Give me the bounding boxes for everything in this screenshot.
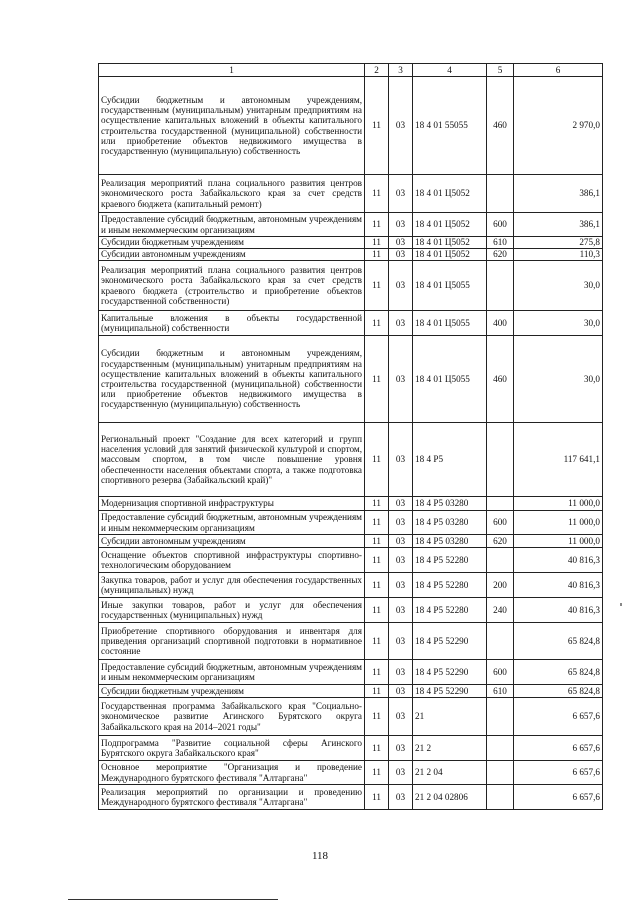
- cell-description: Субсидии бюджетным учреждениям: [99, 685, 365, 698]
- cell-description: Субсидии автономным учреждениям: [99, 535, 365, 548]
- cell-amount: 40 816,3: [514, 598, 603, 623]
- cell-subsection: 03: [389, 623, 413, 660]
- cell-description: Региональный проект "Создание для всех категорий и групп населения условий для занятий физической культурой и спортом, массовым спортом, в том числе повышение уровня обеспеченности населения объектами спорта, а также подготовка спортивного резерва (Забайкальский край)": [99, 423, 365, 497]
- cell-amount: 11 000,0: [514, 535, 603, 548]
- budget-table-body: [99, 64, 603, 810]
- cell-amount: 30,0: [514, 336, 603, 423]
- cell-target-code: 18 4 01 55055: [413, 77, 487, 175]
- cell-subsection: 03: [389, 685, 413, 698]
- cell-target-code: 18 4 P5 52280: [413, 598, 487, 623]
- cell-amount: 6 657,6: [514, 785, 603, 810]
- cell-section: 11: [365, 573, 389, 598]
- cell-section: 11: [365, 761, 389, 785]
- table-row: [99, 698, 603, 736]
- table-row: [99, 249, 603, 261]
- cell-target-code: 18 4 P5: [413, 423, 487, 497]
- cell-subsection: 03: [389, 311, 413, 336]
- cell-subsection: 03: [389, 249, 413, 261]
- cell-description: Закупка товаров, работ и услуг для обеспечения государственных (муниципальных) нужд: [99, 573, 365, 598]
- cell-amount: 117 641,1: [514, 423, 603, 497]
- budget-table: [98, 63, 603, 810]
- cell-target-code: 18 4 01 Ц5052: [413, 175, 487, 213]
- table-row: [99, 761, 603, 785]
- cell-expense-type: 200: [487, 573, 514, 598]
- cell-subsection: 03: [389, 736, 413, 761]
- table-row: [99, 311, 603, 336]
- cell-amount: 65 824,8: [514, 685, 603, 698]
- cell-description: Субсидии автономным учреждениям: [99, 249, 365, 261]
- cell-section: 11: [365, 623, 389, 660]
- cell-expense-type: 460: [487, 77, 514, 175]
- cell-description: Подпрограмма "Развитие социальной сферы Агинского Бурятского округа Забайкальского края": [99, 736, 365, 761]
- cell-amount: 11 000,0: [514, 497, 603, 511]
- cell-subsection: 03: [389, 497, 413, 511]
- scan-speck: [620, 603, 622, 606]
- cell-target-code: 18 4 01 Ц5052: [413, 237, 487, 249]
- table-row: [99, 497, 603, 511]
- cell-target-code: 21 2 04 02806: [413, 785, 487, 810]
- cell-section: 11: [365, 535, 389, 548]
- cell-section: 11: [365, 237, 389, 249]
- cell-expense-type: 460: [487, 336, 514, 423]
- cell-amount: 6 657,6: [514, 698, 603, 736]
- cell-amount: 30,0: [514, 311, 603, 336]
- cell-description: Реализация мероприятий плана социального развития центров экономического роста Забайкальского края за счет средств краевого бюджета (строительство и приобретение объектов государственной собственности): [99, 261, 365, 311]
- cell-subsection: 03: [389, 77, 413, 175]
- cell-section: 11: [365, 598, 389, 623]
- cell-target-code: 18 4 P5 52280: [413, 548, 487, 573]
- cell-target-code: 21 2: [413, 736, 487, 761]
- cell-amount: 6 657,6: [514, 736, 603, 761]
- cell-section: 11: [365, 736, 389, 761]
- cell-section: 11: [365, 785, 389, 810]
- cell-target-code: 18 4 01 Ц5052: [413, 249, 487, 261]
- table-row: [99, 660, 603, 685]
- cell-expense-type: 600: [487, 511, 514, 535]
- cell-target-code: 18 4 01 Ц5055: [413, 311, 487, 336]
- cell-amount: 40 816,3: [514, 548, 603, 573]
- table-row: [99, 237, 603, 249]
- cell-amount: 275,8: [514, 237, 603, 249]
- cell-section: 11: [365, 423, 389, 497]
- table-row: [99, 336, 603, 423]
- cell-target-code: 18 4 P5 52290: [413, 660, 487, 685]
- cell-amount: 6 657,6: [514, 761, 603, 785]
- cell-subsection: 03: [389, 511, 413, 535]
- cell-subsection: 03: [389, 237, 413, 249]
- table-row: [99, 535, 603, 548]
- cell-amount: 40 816,3: [514, 573, 603, 598]
- header-col-4: 4: [413, 64, 487, 77]
- cell-section: 11: [365, 548, 389, 573]
- cell-expense-type: [487, 548, 514, 573]
- table-row: [99, 213, 603, 237]
- cell-subsection: 03: [389, 573, 413, 598]
- cell-section: 11: [365, 175, 389, 213]
- cell-target-code: 18 4 P5 52290: [413, 623, 487, 660]
- cell-target-code: 18 4 P5 03280: [413, 497, 487, 511]
- cell-description: Капитальные вложения в объекты государственной (муниципальной) собственности: [99, 311, 365, 336]
- cell-expense-type: [487, 175, 514, 213]
- cell-expense-type: [487, 698, 514, 736]
- cell-subsection: 03: [389, 175, 413, 213]
- table-row: [99, 548, 603, 573]
- cell-section: 11: [365, 685, 389, 698]
- cell-amount: 65 824,8: [514, 623, 603, 660]
- cell-amount: 30,0: [514, 261, 603, 311]
- cell-target-code: 21 2 04: [413, 761, 487, 785]
- cell-description: Предоставление субсидий бюджетным, автономным учреждениям и иным некоммерческим организациям: [99, 511, 365, 535]
- cell-section: 11: [365, 497, 389, 511]
- cell-section: 11: [365, 213, 389, 237]
- table-row: [99, 598, 603, 623]
- cell-amount: 11 000,0: [514, 511, 603, 535]
- cell-target-code: 18 4 P5 52290: [413, 685, 487, 698]
- cell-section: 11: [365, 511, 389, 535]
- cell-expense-type: [487, 623, 514, 660]
- cell-expense-type: [487, 497, 514, 511]
- header-col-2: 2: [365, 64, 389, 77]
- header-col-3: 3: [389, 64, 413, 77]
- cell-description: Реализация мероприятий по организации и проведению Международного бурятского фестиваля "Алтаргана": [99, 785, 365, 810]
- cell-section: 11: [365, 261, 389, 311]
- cell-description: Субсидии бюджетным и автономным учреждениям, государственным (муниципальным) унитарным предприятиям на осуществление капитальных вложений в объекты капитального строительства государственной (муниципальной) собственности или приобретение объектов недвижимого имущества в государственную (муниципальную) собственность: [99, 336, 365, 423]
- cell-section: 11: [365, 660, 389, 685]
- table-row: [99, 77, 603, 175]
- cell-description: Субсидии бюджетным учреждениям: [99, 237, 365, 249]
- cell-expense-type: 610: [487, 237, 514, 249]
- table-row: [99, 261, 603, 311]
- cell-expense-type: [487, 785, 514, 810]
- cell-target-code: 21: [413, 698, 487, 736]
- cell-expense-type: 600: [487, 213, 514, 237]
- cell-description: Субсидии бюджетным и автономным учреждениям, государственным (муниципальным) унитарным предприятиям на осуществление капитальных вложений в объекты капитального строительства государственной (муниципальной) собственности или приобретение объектов недвижимого имущества в государственную (муниципальную) собственность: [99, 77, 365, 175]
- cell-subsection: 03: [389, 213, 413, 237]
- cell-description: Оснащение объектов спортивной инфраструктуры спортивно-технологическим оборудованием: [99, 548, 365, 573]
- budget-table-container: [98, 63, 602, 810]
- cell-expense-type: 620: [487, 249, 514, 261]
- cell-description: Государственная программа Забайкальского края "Социально-экономическое развитие Агинского Бурятского округа Забайкальского края на 2014–2021 годы": [99, 698, 365, 736]
- cell-description: Предоставление субсидий бюджетным, автономным учреждениям и иным некоммерческим организациям: [99, 213, 365, 237]
- cell-section: 11: [365, 336, 389, 423]
- table-row: [99, 423, 603, 497]
- cell-description: Иные закупки товаров, работ и услуг для обеспечения государственных (муниципальных) нужд: [99, 598, 365, 623]
- cell-expense-type: 600: [487, 660, 514, 685]
- cell-subsection: 03: [389, 785, 413, 810]
- cell-description: Модернизация спортивной инфраструктуры: [99, 497, 365, 511]
- cell-subsection: 03: [389, 660, 413, 685]
- cell-subsection: 03: [389, 535, 413, 548]
- cell-expense-type: 620: [487, 535, 514, 548]
- cell-description: Реализация мероприятий плана социального развития центров экономического роста Забайкальского края за счет средств краевого бюджета (капитальный ремонт): [99, 175, 365, 213]
- cell-expense-type: [487, 736, 514, 761]
- cell-description: Основное мероприятие "Организация и проведение Международного бурятского фестиваля "Алтаргана": [99, 761, 365, 785]
- cell-amount: 386,1: [514, 213, 603, 237]
- header-col-6: 6: [514, 64, 603, 77]
- table-header-row: [99, 64, 603, 77]
- cell-expense-type: [487, 761, 514, 785]
- cell-description: Предоставление субсидий бюджетным, автономным учреждениям и иным некоммерческим организациям: [99, 660, 365, 685]
- footnote-separator-line: [68, 899, 278, 900]
- cell-target-code: 18 4 P5 03280: [413, 511, 487, 535]
- table-row: [99, 511, 603, 535]
- table-row: [99, 623, 603, 660]
- cell-section: 11: [365, 249, 389, 261]
- cell-amount: 2 970,0: [514, 77, 603, 175]
- cell-section: 11: [365, 311, 389, 336]
- table-row: [99, 175, 603, 213]
- cell-subsection: 03: [389, 336, 413, 423]
- table-row: [99, 785, 603, 810]
- cell-expense-type: 240: [487, 598, 514, 623]
- cell-expense-type: [487, 423, 514, 497]
- cell-amount: 65 824,8: [514, 660, 603, 685]
- cell-subsection: 03: [389, 423, 413, 497]
- cell-subsection: 03: [389, 261, 413, 311]
- cell-expense-type: [487, 261, 514, 311]
- table-row: [99, 685, 603, 698]
- cell-section: 11: [365, 698, 389, 736]
- cell-target-code: 18 4 01 Ц5052: [413, 213, 487, 237]
- cell-section: 11: [365, 77, 389, 175]
- header-col-5: 5: [487, 64, 514, 77]
- cell-expense-type: 610: [487, 685, 514, 698]
- cell-target-code: 18 4 01 Ц5055: [413, 336, 487, 423]
- cell-subsection: 03: [389, 548, 413, 573]
- cell-subsection: 03: [389, 761, 413, 785]
- cell-subsection: 03: [389, 598, 413, 623]
- cell-subsection: 03: [389, 698, 413, 736]
- page-number: 118: [311, 850, 329, 862]
- cell-description: Приобретение спортивного оборудования и инвентаря для приведения организаций спортивной подготовки в нормативное состояние: [99, 623, 365, 660]
- table-row: [99, 736, 603, 761]
- header-col-1: 1: [99, 64, 365, 77]
- cell-amount: 386,1: [514, 175, 603, 213]
- cell-amount: 110,3: [514, 249, 603, 261]
- cell-target-code: 18 4 01 Ц5055: [413, 261, 487, 311]
- cell-expense-type: 400: [487, 311, 514, 336]
- table-row: [99, 573, 603, 598]
- cell-target-code: 18 4 P5 52280: [413, 573, 487, 598]
- cell-target-code: 18 4 P5 03280: [413, 535, 487, 548]
